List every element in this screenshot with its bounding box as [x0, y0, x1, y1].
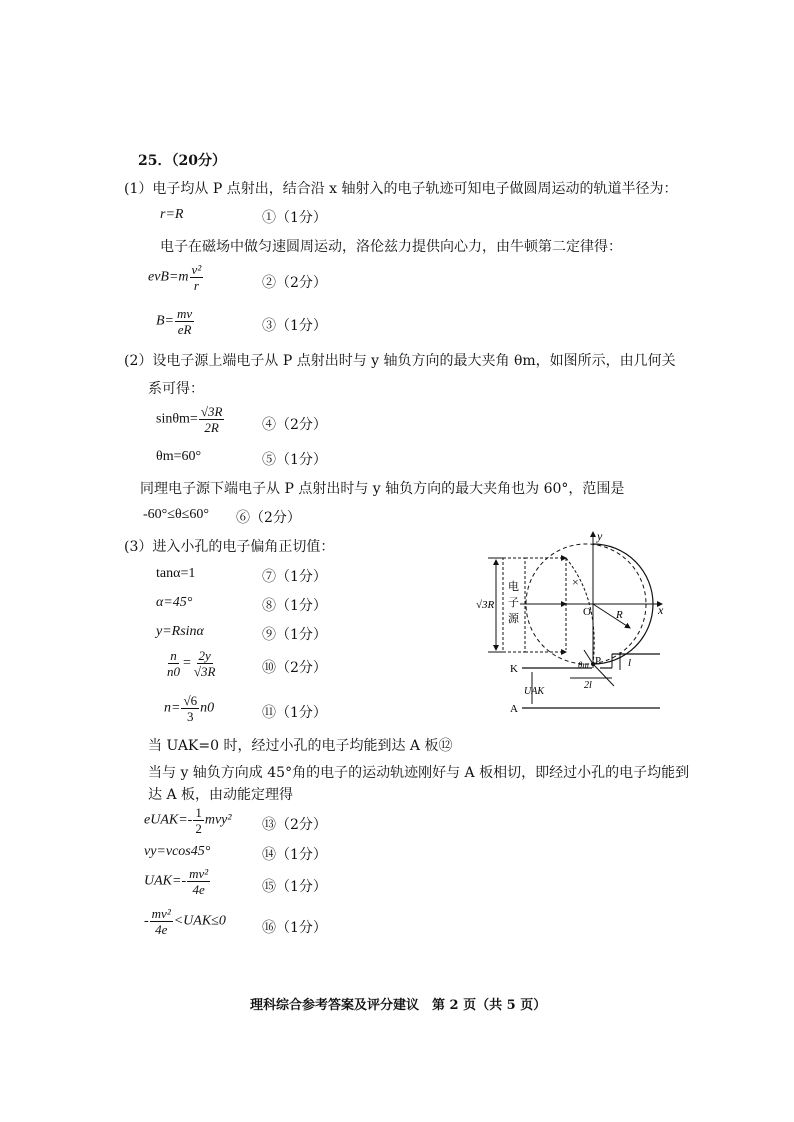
eq11-den: 3	[187, 709, 194, 724]
problem-heading: 25．（20分）	[138, 153, 226, 169]
eq10-rden: √3R	[193, 664, 216, 679]
eq11-right: n0	[200, 700, 215, 716]
eq10-lnum: n	[170, 648, 177, 663]
2l-label: 2l	[584, 680, 592, 691]
eq14: vy=vcos45°	[144, 844, 211, 859]
part1-intro: (1）电子均从 P 点射出，结合沿 x 轴射入的电子轨迹可知电子做圆周运动的轨道半径为：	[124, 181, 678, 197]
score5: ⑤（1分）	[262, 452, 327, 468]
eq7: tanα=1	[156, 566, 196, 581]
score11: ⑪（1分）	[262, 705, 327, 721]
eq3	[156, 306, 195, 337]
physics-figure	[470, 528, 670, 718]
eq5: θm=60°	[156, 449, 202, 464]
eq9: y=Rsinα	[156, 624, 204, 639]
height-label: √3R	[476, 599, 495, 611]
score10: ⑩（2分）	[262, 660, 327, 676]
eq11-left: n=	[164, 700, 181, 716]
voltage-label: UAK	[524, 686, 544, 697]
score3: ③（1分）	[262, 318, 327, 334]
eq13-den: 2	[195, 821, 202, 836]
eq15-left: UAK=-	[144, 873, 187, 889]
score2: ②（2分）	[262, 275, 327, 291]
source-char-2: 子	[508, 597, 519, 609]
l-label: l	[628, 657, 632, 669]
y-axis-label: y	[597, 529, 603, 543]
eq2-left: evB=m	[148, 269, 189, 285]
score15: ⑮（1分）	[262, 879, 327, 895]
plate-a-label: A	[510, 703, 518, 715]
source-char-3: 源	[508, 613, 519, 625]
score16: ⑯（1分）	[262, 920, 327, 936]
score7: ⑦（1分）	[262, 569, 327, 585]
source-char-1: 电	[508, 581, 519, 593]
score8: ⑧（1分）	[262, 598, 327, 614]
part1-text2: 电子在磁场中做匀速圆周运动，洛伦兹力提供向心力，由牛顿第二定律得：	[160, 239, 622, 255]
eq2-den: r	[193, 278, 199, 293]
eq4-den: 2R	[204, 420, 219, 435]
part3-intro: (3）进入小孔的电子偏角正切值：	[124, 539, 335, 555]
score13: ⑬（2分）	[262, 817, 327, 833]
eq13-right: mvy²	[204, 812, 232, 828]
eq4-left: sinθm=	[156, 411, 198, 427]
eq13-left: eUAK=-	[144, 812, 193, 828]
eq6: -60°≤θ≤60°	[143, 507, 209, 522]
eq16	[144, 906, 226, 937]
part3-text12: 当 UAK=0 时，经过小孔的电子均能到达 A 板⑫	[148, 738, 453, 754]
eq10-rnum: 2y	[198, 648, 211, 663]
eq4	[156, 404, 225, 435]
eq8: α=45°	[156, 595, 193, 610]
eq3-den: eR	[177, 322, 192, 337]
eq16-num: mv²	[151, 906, 171, 921]
eq2	[148, 262, 204, 293]
eq1: r=R	[160, 207, 184, 222]
eq10: $\frac{n}{n0}$ = $\frac{2y}{√3R}$	[167, 648, 216, 679]
page-footer: 理科综合参考答案及评分建议 第 2 页（共 5 页）	[250, 998, 547, 1013]
part3-text13-1: 当与 y 轴负方向成 45°角的电子的运动轨迹刚好与 A 板相切，即经过小孔的电子均能到	[148, 765, 690, 781]
eq15-num: mv²	[189, 866, 209, 881]
part2-text6: 同理电子源下端电子从 P 点射出时与 y 轴负方向的最大夹角也为 60°，范围是	[140, 481, 625, 497]
eq11-num: √6	[183, 693, 198, 708]
part2-intro-2: 系可得：	[148, 381, 204, 397]
part3-text13-2: 达 A 板，由动能定理得	[148, 787, 294, 803]
part2-intro-1: (2）设电子源上端电子从 P 点射出时与 y 轴负方向的最大夹角 θm，如图所示，由几何关	[124, 353, 676, 369]
eq4-num: √3R	[200, 404, 223, 419]
x-axis-label: x	[658, 603, 664, 617]
eq15-den: 4e	[192, 882, 205, 897]
eq2-num: v²	[191, 262, 202, 277]
cross-mark: ×	[572, 575, 579, 589]
theta-label: θm	[578, 660, 589, 670]
eq3-num: mv	[177, 306, 193, 321]
eq13-num: 1	[195, 805, 202, 820]
score14: ⑭（1分）	[262, 847, 327, 863]
score1: ①（1分）	[262, 210, 327, 226]
score6: ⑥（2分）	[236, 510, 301, 526]
eq16-left: -	[144, 913, 149, 929]
eq3-left: B=	[156, 313, 174, 329]
eq11	[164, 693, 214, 724]
score9: ⑨（1分）	[262, 627, 327, 643]
eq10-lden: n0	[167, 664, 180, 679]
eq16-right: <UAK≤0	[173, 913, 226, 929]
origin-label: O	[583, 606, 591, 618]
plate-k-label: K	[510, 663, 518, 675]
radius-label: R	[616, 609, 623, 621]
score4: ④（2分）	[262, 417, 327, 433]
p-label: P	[595, 655, 602, 667]
eq13	[144, 805, 232, 836]
eq16-den: 4e	[155, 922, 168, 937]
eq15	[144, 866, 211, 897]
